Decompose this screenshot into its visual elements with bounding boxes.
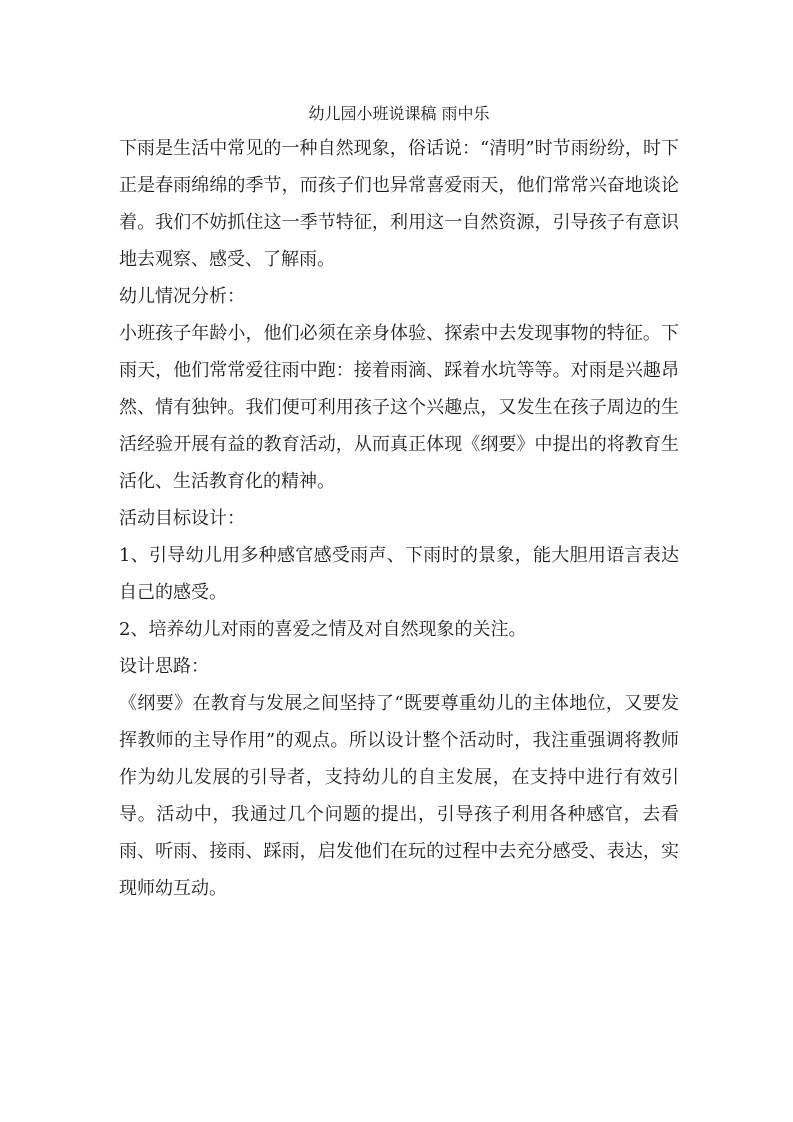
document-body [119, 99, 679, 907]
section-heading-activity-goals: 活动目标设计： [119, 508, 245, 529]
goal-item-2: 2、培养幼儿对雨的喜爱之情及对自然现象的关注。 [119, 619, 527, 640]
design-ideas-paragraph: 《纲要》在教育与发展之间坚持了“既要尊重幼儿的主体地位，又要发挥教师的主导作用”的观点。所以设计整个活动时，我注重强调将教师作为幼儿发展的引导者，支持幼儿的自主发展，在支持中进行有效引导。活动中，我通过几个问题的提出，引导孩子利用各种感官，去看雨、听雨、接雨、踩雨，启发他们在玩的过程中去充分感受、表达，实现师幼互动。 [119, 693, 679, 899]
document-title: 幼儿园小班说课稿 雨中乐 [308, 104, 490, 123]
section-heading-design-ideas: 设计思路： [119, 656, 209, 677]
intro-paragraph: 下雨是生活中常见的一种自然现象，俗话说：“清明”时节雨纷纷，时下正是春雨绵绵的季节，而孩子们也异常喜爱雨天，他们常常兴奋地谈论着。我们不妨抓住这一季节特征，利用这一自然资源，引导孩子有意识地去观察、感受、了解雨。 [119, 138, 679, 270]
child-analysis-paragraph: 小班孩子年龄小，他们必须在亲身体验、探索中去发现事物的特征。下雨天，他们常常爱往雨中跑：接着雨滴、踩着水坑等等。对雨是兴趣昂然、情有独钟。我们便可利用孩子这个兴趣点，又发生在孩子周边的生活经验开展有益的教育活动，从而真正体现《纲要》中提出的将教育生活化、生活教育化的精神。 [119, 323, 679, 492]
section-heading-child-analysis: 幼儿情况分析： [119, 286, 245, 307]
goal-item-1: 1、引导幼儿用多种感官感受雨声、下雨时的景象，能大胆用语言表达自己的感受。 [119, 545, 679, 603]
